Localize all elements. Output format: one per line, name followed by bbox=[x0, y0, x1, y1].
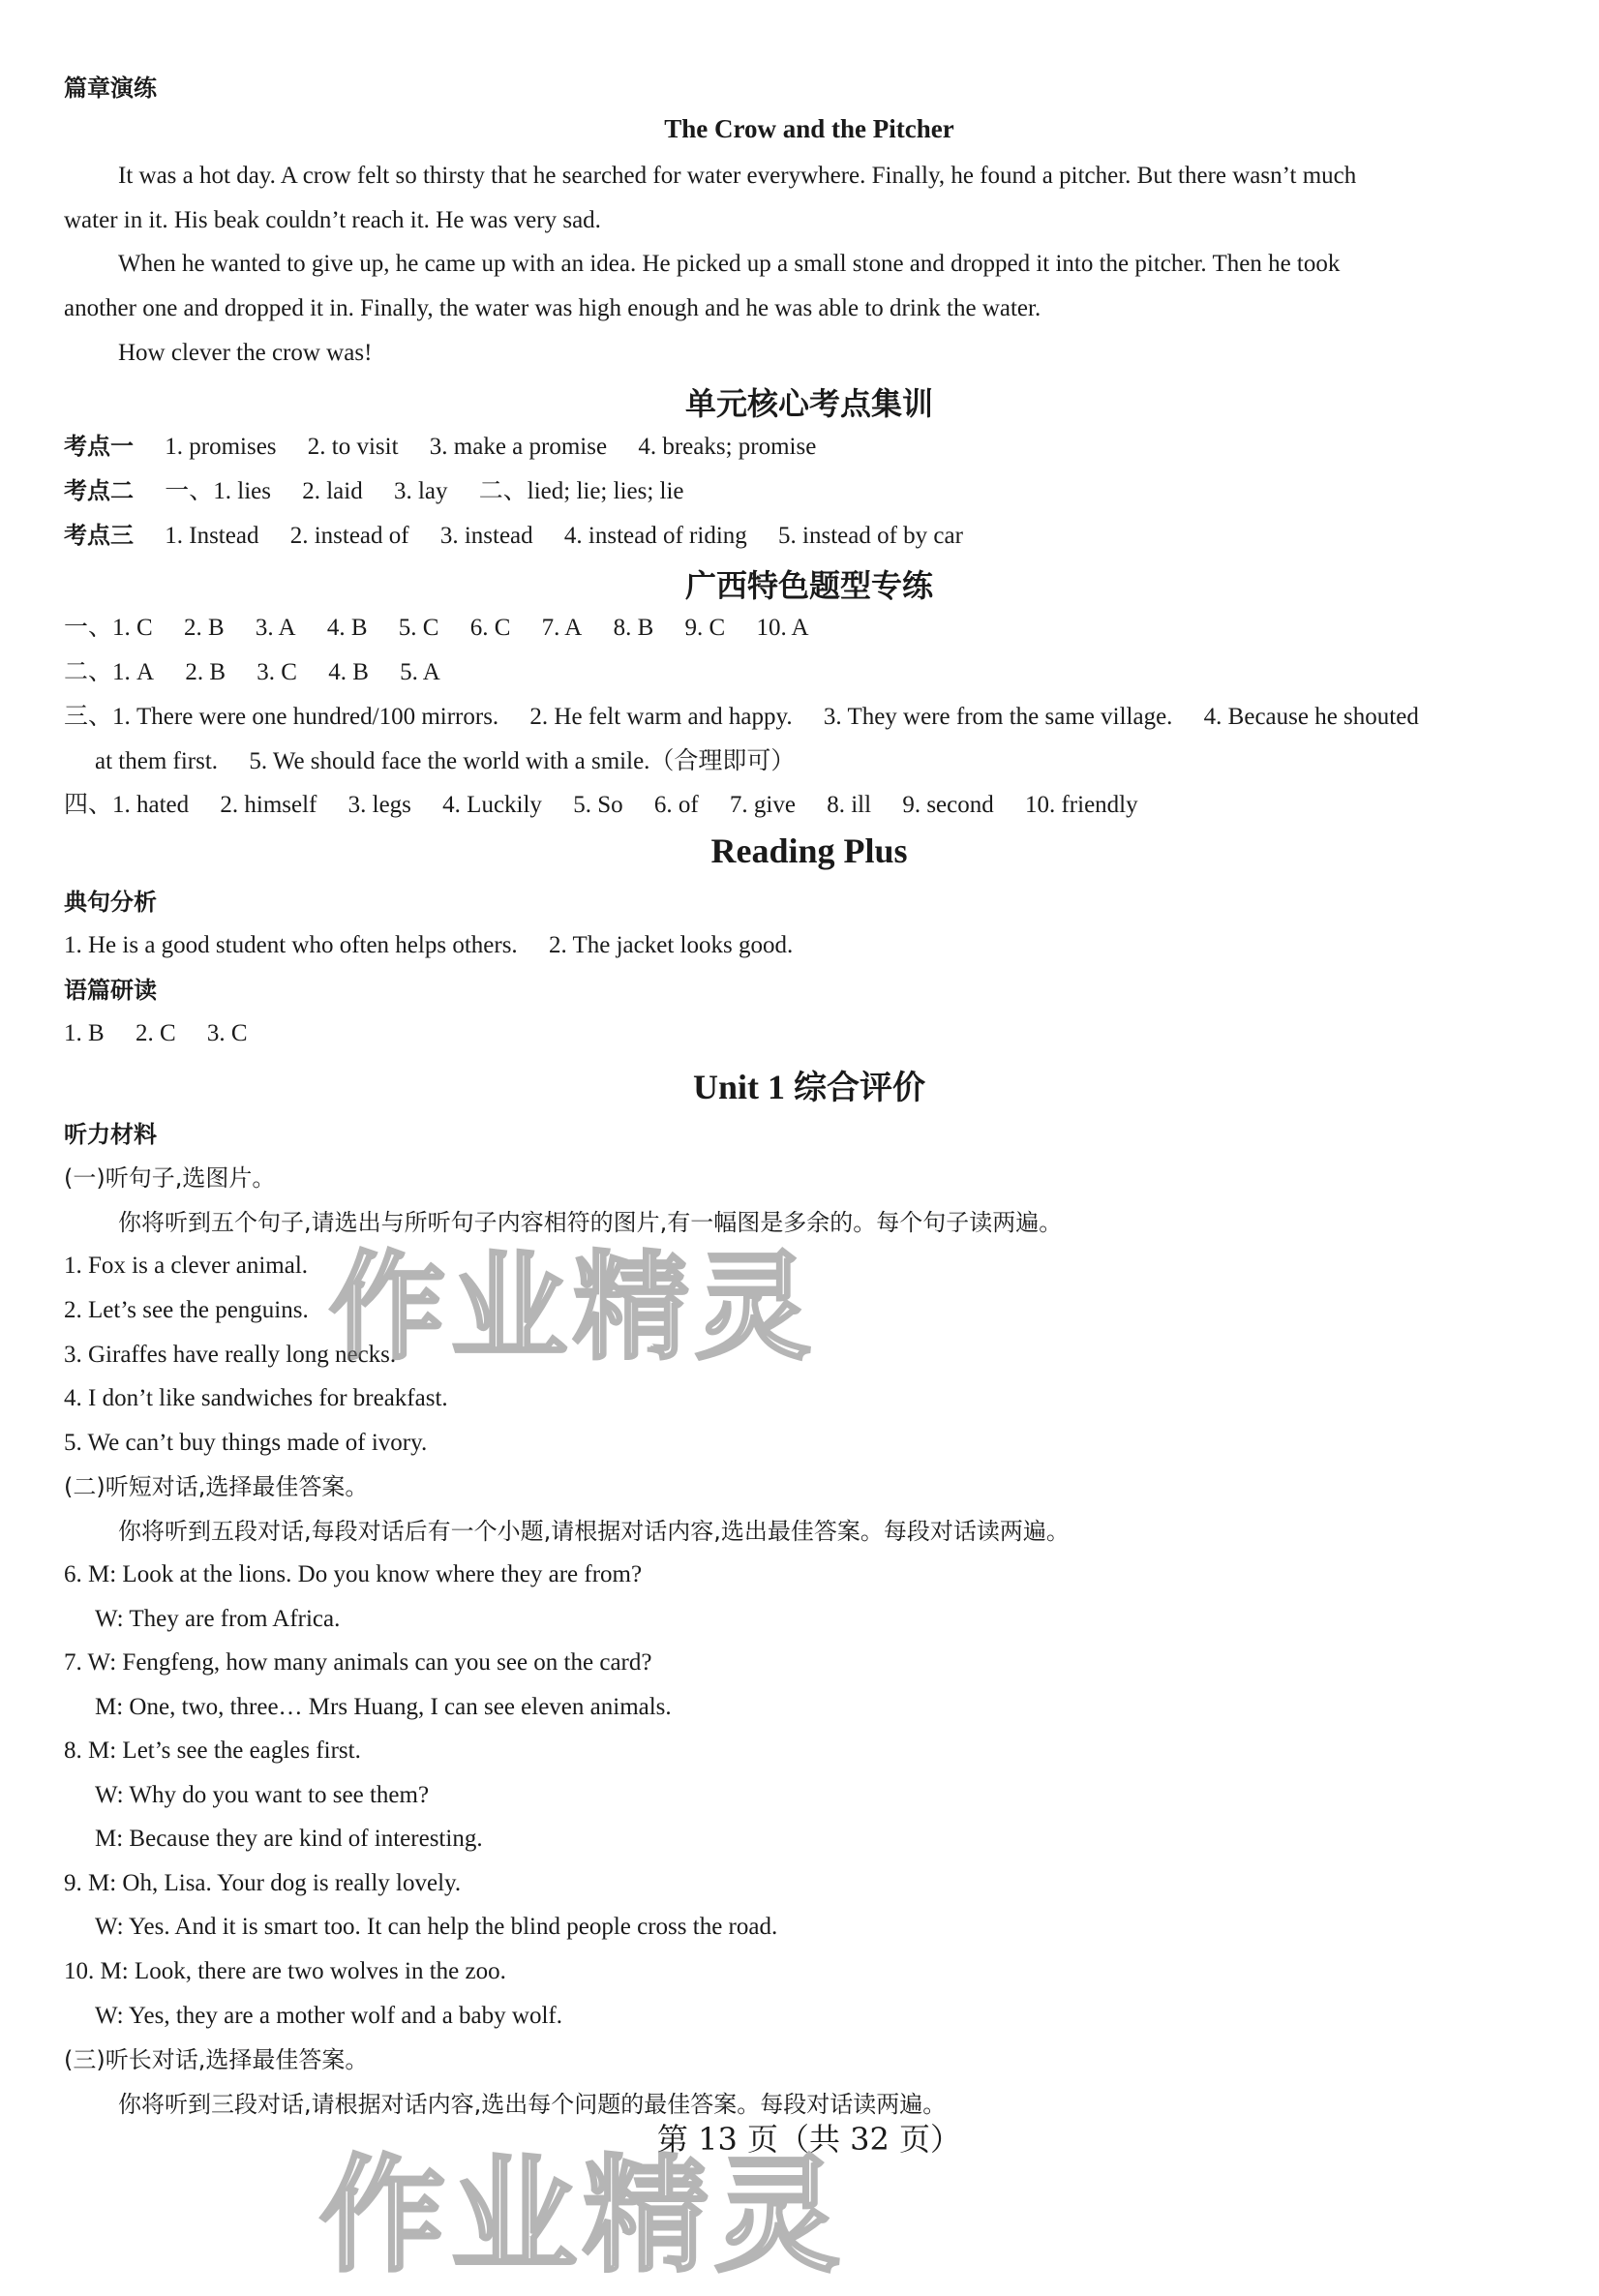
section-title-guangxi: 广西特色题型专练 bbox=[684, 567, 933, 604]
answer-item: 8. ill bbox=[827, 792, 872, 818]
answer-item: 2. instead of bbox=[289, 523, 409, 549]
dialogue-7-line-1: 7. W: Fengfeng, how many animals can you see on the card? bbox=[64, 1649, 652, 1676]
section-title-reading-plus: Reading Plus bbox=[710, 831, 908, 870]
listening-part-2-heading: (二)听短对话,选择最佳答案。 bbox=[64, 1473, 369, 1500]
section-label-listening: 听力材料 bbox=[64, 1121, 157, 1148]
answer-item: 4. instead of riding bbox=[563, 523, 747, 549]
guangxi-row-3a bbox=[64, 701, 1560, 734]
answer-item: 6. C bbox=[469, 615, 511, 641]
listening-part-3-heading: (三)听长对话,选择最佳答案。 bbox=[64, 2046, 369, 2073]
answer-item: 2. B bbox=[185, 659, 226, 685]
answer-item: 2. laid bbox=[302, 478, 363, 504]
answer-item: 4. breaks; promise bbox=[638, 434, 817, 460]
answer-item: 二、1. A bbox=[64, 659, 155, 685]
answer-item: 5. A bbox=[400, 659, 440, 685]
answer-item: 四、1. hated bbox=[64, 792, 190, 818]
listening-sentence-2: 2. Let’s see the penguins. bbox=[64, 1297, 309, 1323]
answer-item: 5. We should face the world with a smile.（合理即可） bbox=[249, 748, 796, 774]
dialogue-10-line-1: 10. M: Look, there are two wolves in the zoo. bbox=[64, 1958, 506, 1984]
dialogue-7-line-2: M: One, two, three… Mrs Huang, I can see eleven animals. bbox=[95, 1694, 672, 1720]
reading-plus-row-2 bbox=[64, 1017, 1560, 1050]
answer-item: 9. second bbox=[902, 792, 994, 818]
section-label-chapter-practice: 篇章演练 bbox=[64, 75, 157, 102]
watermark-logo: 作业精灵 bbox=[329, 1241, 817, 1375]
core-row-1 bbox=[64, 430, 1560, 464]
core-row-label: 考点三 bbox=[64, 522, 134, 549]
answer-item: 3. A bbox=[255, 615, 296, 641]
listening-sentence-3: 3. Giraffes have really long necks. bbox=[64, 1342, 397, 1368]
answer-item: 7. give bbox=[729, 792, 796, 818]
dialogue-6-line-1: 6. M: Look at the lions. Do you know where they are from? bbox=[64, 1561, 643, 1587]
answer-item: 4. Because he shouted bbox=[1203, 704, 1419, 730]
listening-sentence-4: 4. I don’t like sandwiches for breakfast. bbox=[64, 1385, 448, 1411]
answer-item: 7. A bbox=[541, 615, 583, 641]
guangxi-row-3b bbox=[95, 745, 1560, 778]
answer-item: 5. So bbox=[573, 792, 623, 818]
section-label-sentence-analysis: 典句分析 bbox=[64, 889, 157, 916]
section-label-text-study: 语篇研读 bbox=[64, 977, 157, 1004]
answer-item: 8. B bbox=[613, 615, 654, 641]
answer-item: at them first. bbox=[95, 748, 219, 774]
unit-title-en: Unit 1 bbox=[692, 1068, 785, 1106]
answer-item: 3. legs bbox=[347, 792, 411, 818]
listening-sentence-5: 5. We can’t buy things made of ivory. bbox=[64, 1430, 428, 1456]
answer-item: 三、1. There were one hundred/100 mirrors. bbox=[64, 704, 499, 730]
dialogue-9-line-2: W: Yes. And it is smart too. It can help the blind people cross the road. bbox=[95, 1914, 778, 1940]
story-paragraph-3: How clever the crow was! bbox=[118, 340, 373, 366]
story-paragraph-1a: It was a hot day. A crow felt so thirsty that he searched for water everywhere. Finally, he found a pitcher. But there wasn’t much bbox=[118, 163, 1357, 189]
answer-item: 3. make a promise bbox=[429, 434, 608, 460]
dialogue-8-line-1: 8. M: Let’s see the eagles first. bbox=[64, 1737, 361, 1764]
answer-item: 2. himself bbox=[220, 792, 317, 818]
dialogue-6-line-2: W: They are from Africa. bbox=[95, 1606, 341, 1632]
answer-item: 二、lied; lie; lies; lie bbox=[478, 478, 684, 504]
answer-item: 10. friendly bbox=[1024, 792, 1138, 818]
listening-sentence-1: 1. Fox is a clever animal. bbox=[64, 1253, 309, 1279]
listening-part-1-instructions: 你将听到五个句子,请选出与所听句子内容相符的图片,有一幅图是多余的。每个句子读两遍。 bbox=[118, 1209, 1063, 1236]
page-number: 第 13 页（共 32 页） bbox=[656, 2121, 962, 2158]
listening-part-2-instructions: 你将听到五段对话,每段对话后有一个小题,请根据对话内容,选出最佳答案。每段对话读两遍。 bbox=[118, 1518, 1070, 1545]
section-title-core: 单元核心考点集训 bbox=[684, 385, 933, 422]
dialogue-9-line-1: 9. M: Oh, Lisa. Your dog is really lovely. bbox=[64, 1870, 462, 1896]
answer-item: 1. B bbox=[64, 1020, 105, 1046]
watermark-logo-footer: 作业精灵 bbox=[319, 2142, 847, 2289]
dialogue-10-line-2: W: Yes, they are a mother wolf and a baby wolf. bbox=[95, 2003, 562, 2029]
answer-item: 10. A bbox=[756, 615, 809, 641]
listening-part-1-heading: (一)听句子,选图片。 bbox=[64, 1164, 276, 1192]
core-row-label: 考点一 bbox=[64, 433, 134, 460]
answer-item: 4. B bbox=[326, 615, 368, 641]
story-paragraph-1b: water in it. His beak couldn’t reach it. He was very sad. bbox=[64, 207, 601, 233]
answer-item: 2. He felt warm and happy. bbox=[529, 704, 793, 730]
core-row-label: 考点二 bbox=[64, 477, 134, 504]
answer-item: 3. lay bbox=[393, 478, 448, 504]
section-title-unit-1 bbox=[0, 1061, 1599, 1108]
answer-item: 3. C bbox=[206, 1020, 248, 1046]
story-paragraph-2b: another one and dropped it in. Finally, the water was high enough and he was able to drink the water. bbox=[64, 295, 1041, 321]
answer-item: 3. They were from the same village. bbox=[823, 704, 1173, 730]
answer-item: 4. B bbox=[328, 659, 369, 685]
listening-part-3-instructions: 你将听到三段对话,请根据对话内容,选出每个问题的最佳答案。每段对话读两遍。 bbox=[118, 2091, 947, 2118]
answer-item: 1. He is a good student who often helps others. bbox=[64, 932, 518, 958]
unit-title-cn: 综合评价 bbox=[794, 1069, 925, 1107]
answer-item: 1. promises bbox=[165, 434, 277, 460]
answer-item: 2. The jacket looks good. bbox=[548, 932, 794, 958]
core-row-2 bbox=[64, 474, 1560, 508]
answer-item: 5. C bbox=[398, 615, 439, 641]
answer-item: 5. instead of by car bbox=[778, 523, 963, 549]
story-title: The Crow and the Pitcher bbox=[664, 114, 954, 143]
answer-item: 3. instead bbox=[439, 523, 533, 549]
guangxi-row-2 bbox=[64, 656, 1560, 689]
answer-item: 2. C bbox=[135, 1020, 176, 1046]
answer-item: 一、1. lies bbox=[165, 478, 271, 504]
answer-item: 3. C bbox=[256, 659, 297, 685]
answer-item: 2. B bbox=[183, 615, 225, 641]
answer-item: 9. C bbox=[684, 615, 726, 641]
answer-item: 一、1. C bbox=[64, 615, 153, 641]
answer-item: 2. to visit bbox=[307, 434, 399, 460]
guangxi-row-4 bbox=[64, 789, 1560, 822]
guangxi-row-1 bbox=[64, 612, 1560, 645]
core-row-3 bbox=[64, 519, 1560, 553]
dialogue-8-line-3: M: Because they are kind of interesting. bbox=[95, 1826, 483, 1852]
answer-item: 6. of bbox=[653, 792, 699, 818]
dialogue-8-line-2: W: Why do you want to see them? bbox=[95, 1782, 430, 1808]
reading-plus-row-1 bbox=[64, 929, 1560, 962]
story-paragraph-2a: When he wanted to give up, he came up with an idea. He picked up a small stone and dropped it into the pitcher. Then he took bbox=[118, 251, 1341, 277]
answer-item: 4. Luckily bbox=[442, 792, 542, 818]
answer-item: 1. Instead bbox=[165, 523, 259, 549]
